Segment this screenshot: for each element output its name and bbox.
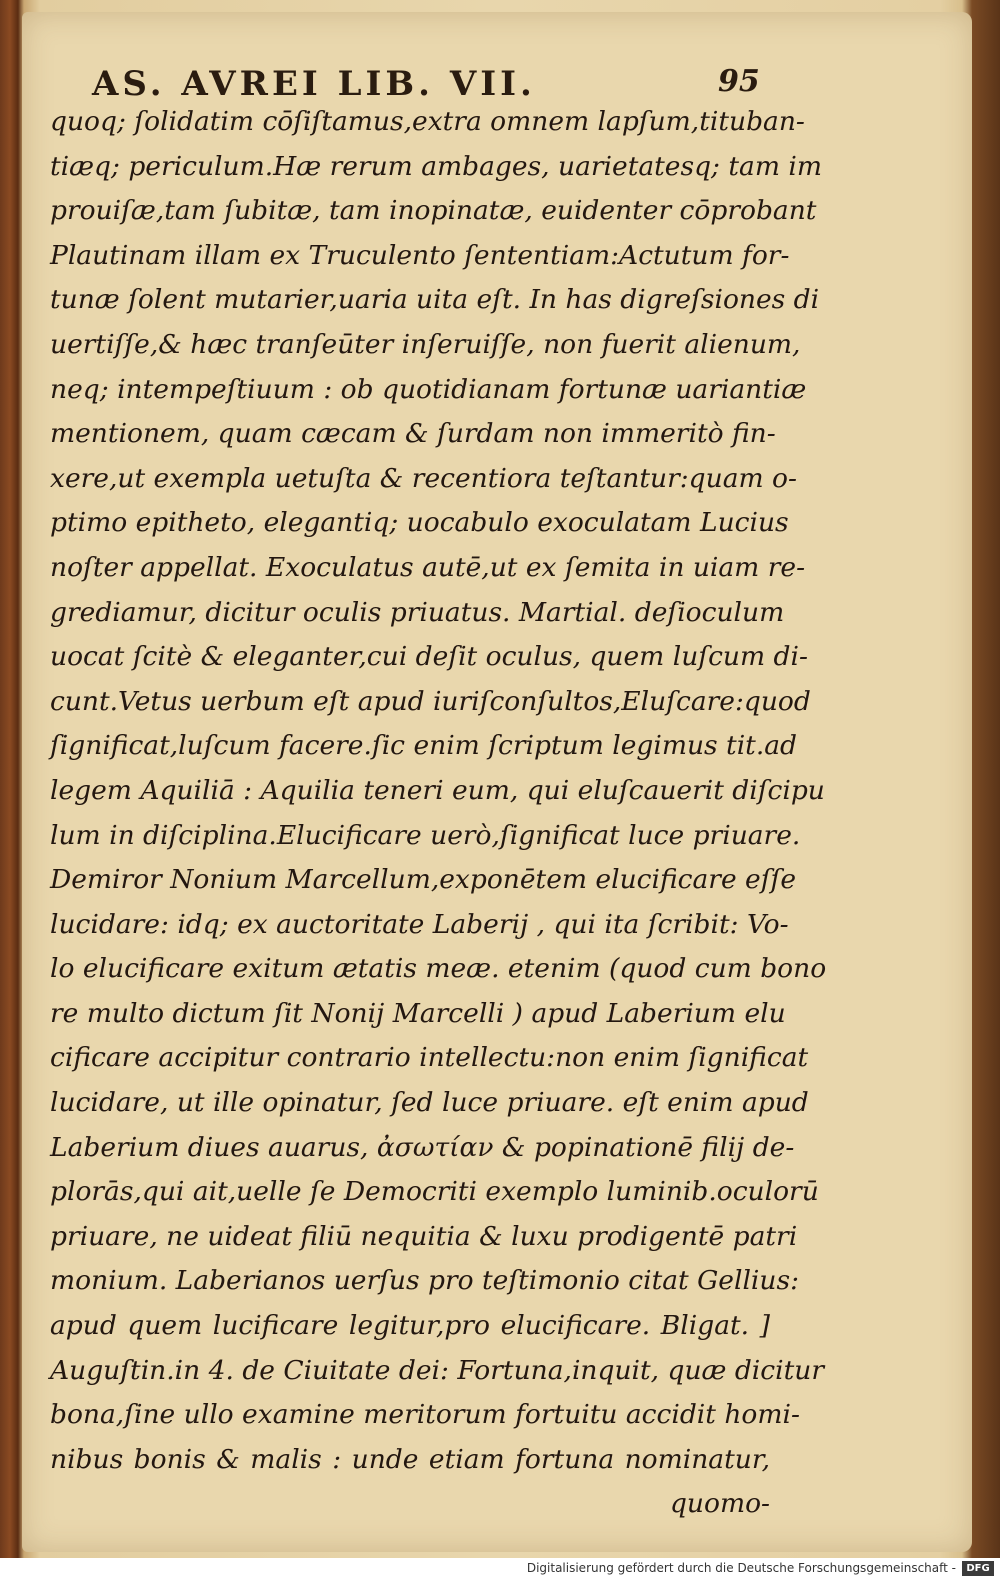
text-line: uocat ſcitè & eleganter,cui deſit oculus, quem luſcum di- [50,641,808,673]
text-line: neq; intempeſtiuum : ob quotidianam fortunæ uariantiæ [50,373,807,405]
text-line: noſter appellat. Exoculatus autē,ut ex ſemita in uiam re- [50,551,806,583]
text-line: Laberium diues auarus, ἀσωτίαν & popinationē filij de- [50,1131,795,1163]
text-line: lucidare, ut ille opinatur, ſed luce priuare. eſt enim apud [50,1087,809,1119]
text-line: tunæ ſolent mutarier,uaria uita eſt. In has digreſsiones di [50,284,820,316]
text-line: bona,ſine ullo examine meritorum fortuitu accidit homi- [50,1399,800,1431]
running-head-title: AS. AVREI LIB. VII. [92,64,536,104]
body-text [50,100,827,1527]
text-line: Auguſtin.in 4. de Ciuitate dei: Fortuna,inquit, quæ dicitur [50,1354,824,1386]
text-line: tiæq; periculum.Hæ rerum ambages, uarietatesq; tam im [50,150,822,182]
text-line: cificare accipitur contrario intellectu:non enim ſignificat [50,1042,809,1074]
catchword: quomo- [669,1488,770,1520]
text-line: quoq; ſolidatim cōſiſtamus,extra omnem lapſum,tituban- [50,106,805,137]
text-line: legem Aquiliā : Aquilia teneri eum, qui eluſcauerit diſcipu [50,774,825,806]
text-line: mentionem, quam cæcam & ſurdam non immeritò fin- [50,418,776,450]
text-line: cunt.Vetus uerbum eſt apud iuriſconſultos,Eluſcare:quod [50,685,811,717]
text-line: Demiror Nonium Marcellum,exponētem elucificare eſſe [50,864,797,896]
page-number: 95 [718,64,760,99]
text-line: lum in diſciplina.Elucificare uerò,ſignificat luce priuare. [50,819,801,851]
footer-bar [0,1558,1000,1580]
text-line: ſignificat,luſcum facere.ſic enim ſcriptum legimus tit.ad [50,730,798,762]
text-line: monium. Laberianos uerſus pro teſtimonio citat Gellius: [50,1265,800,1297]
dfg-logo: DFG [962,1561,994,1576]
text-line: xere,ut exempla uetuſta & recentiora teſtantur:quam o- [50,462,797,494]
text-line: priuare, ne uideat filiū nequitia & luxu prodigentē patri [50,1220,798,1252]
text-line: uertiſſe,& hæc tranſeūter inſeruiſſe, non fuerit alienum, [50,328,801,360]
text-line: ptimo epitheto, elegantiq; uocabulo exoculatam Lucius [50,507,789,539]
footer-credit: Digitalisierung gefördert durch die Deutsche Forschungsgemeinschaft - [526,1561,956,1575]
text-line: apud quem lucificare legitur,pro elucificare. Bligat. ] [50,1310,770,1342]
text-line: nibus bonis & malis : unde etiam fortuna nominatur, [50,1443,770,1475]
text-line: grediamur, dicitur oculis priuatus. Martial. deſioculum [50,596,785,628]
text-line: prouiſæ,tam ſubitæ, tam inopinatæ, euidenter cōprobant [50,195,817,227]
text-line: plorās,qui ait,uelle ſe Democriti exemplo luminib.oculorū [50,1176,819,1208]
text-line: lucidare: idq; ex auctoritate Laberij , qui ita ſcribit: Vo- [50,908,789,940]
text-line: re multo dictum ſit Nonij Marcelli ) apud Laberium elu [50,997,786,1029]
text-line: lo elucificare exitum ætatis meæ. etenim (quod cum bono [50,953,827,985]
text-line: Plautinam illam ex Truculento ſententiam:Actutum for- [50,239,790,271]
